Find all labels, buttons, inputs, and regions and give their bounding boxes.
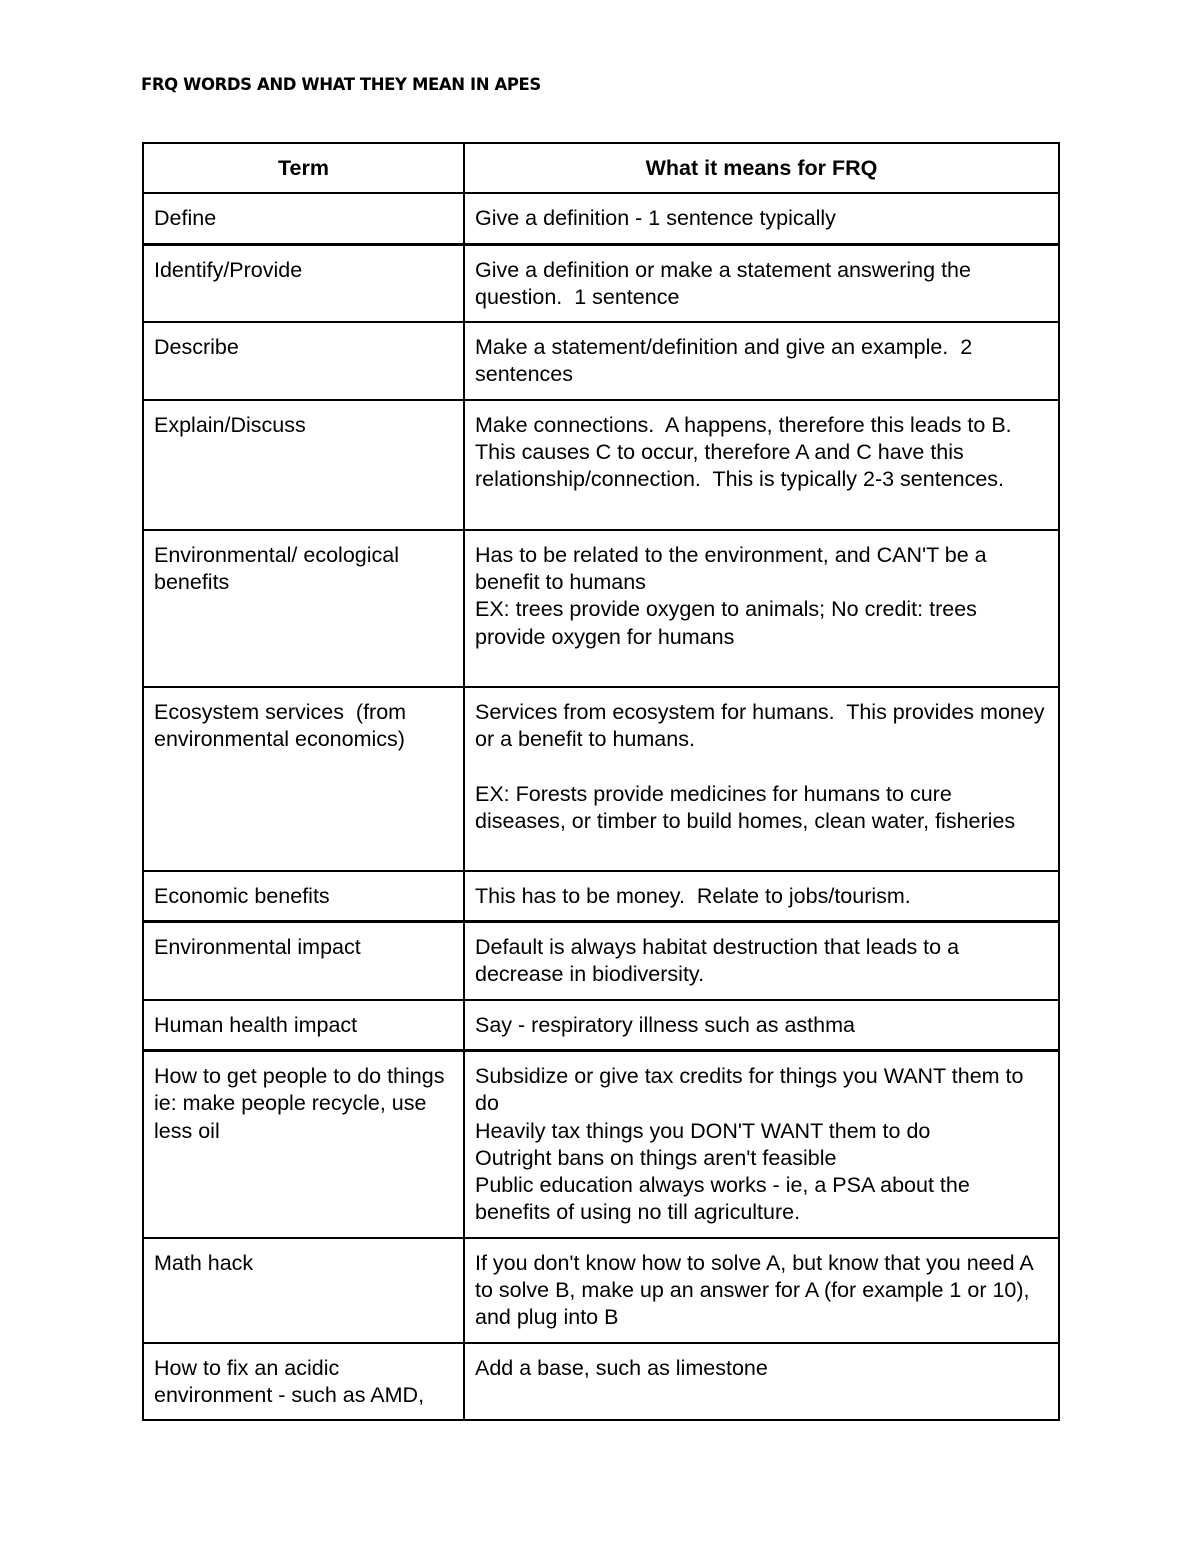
table-header-row (143, 143, 1059, 193)
page-title: FRQ WORDS AND WHAT THEY MEAN IN APES (141, 75, 541, 94)
table-row (143, 400, 1059, 530)
term-cell: Ecosystem services (from environmental economics) (143, 687, 464, 871)
term-cell: How to fix an acidic environment - such as AMD, (143, 1343, 464, 1421)
frq-terms-table (142, 142, 1060, 1421)
term-cell: Economic benefits (143, 871, 464, 922)
term-cell: Human health impact (143, 1000, 464, 1051)
term-cell: Define (143, 193, 464, 244)
table-row (143, 1000, 1059, 1051)
term-cell: Describe (143, 322, 464, 400)
meaning-cell: Add a base, such as limestone (464, 1343, 1059, 1421)
table-row (143, 687, 1059, 871)
header-meaning: What it means for FRQ (464, 143, 1059, 193)
table-row (143, 1050, 1059, 1237)
term-cell: Explain/Discuss (143, 400, 464, 530)
term-cell: Math hack (143, 1238, 464, 1343)
meaning-cell: This has to be money. Relate to jobs/tourism. (464, 871, 1059, 922)
table-row (143, 193, 1059, 244)
table-row (143, 922, 1059, 1000)
table-row (143, 322, 1059, 400)
header-term: Term (143, 143, 464, 193)
meaning-cell: Services from ecosystem for humans. This provides money or a benefit to humans. EX: Forests provide medicines for humans to cure diseases, or timber to build homes, clean water, fisheries (464, 687, 1059, 871)
term-cell: Environmental impact (143, 922, 464, 1000)
meaning-cell: If you don't know how to solve A, but know that you need A to solve B, make up an answer for A (for example 1 or 10), and plug into B (464, 1238, 1059, 1343)
meaning-cell: Make connections. A happens, therefore this leads to B. This causes C to occur, therefore A and C have this relationship/connection. This is typically 2-3 sentences. (464, 400, 1059, 530)
meaning-cell: Default is always habitat destruction that leads to a decrease in biodiversity. (464, 922, 1059, 1000)
table-row (143, 244, 1059, 322)
meaning-cell: Say - respiratory illness such as asthma (464, 1000, 1059, 1051)
meaning-cell: Has to be related to the environment, and CAN'T be a benefit to humans EX: trees provide oxygen to animals; No credit: trees provide oxygen for humans (464, 530, 1059, 687)
table-row (143, 530, 1059, 687)
term-cell: Environmental/ ecological benefits (143, 530, 464, 687)
meaning-cell: Make a statement/definition and give an example. 2 sentences (464, 322, 1059, 400)
table-row (143, 1238, 1059, 1343)
table-row (143, 871, 1059, 922)
term-cell: Identify/Provide (143, 244, 464, 322)
table-row (143, 1343, 1059, 1421)
meaning-cell: Subsidize or give tax credits for things you WANT them to do Heavily tax things you DON'T WANT them to do Outright bans on things aren't feasible Public education always works - ie, a PSA about the benefits of using no till agriculture. (464, 1050, 1059, 1237)
meaning-cell: Give a definition - 1 sentence typically (464, 193, 1059, 244)
term-cell: How to get people to do things ie: make people recycle, use less oil (143, 1050, 464, 1237)
meaning-cell: Give a definition or make a statement answering the question. 1 sentence (464, 244, 1059, 322)
